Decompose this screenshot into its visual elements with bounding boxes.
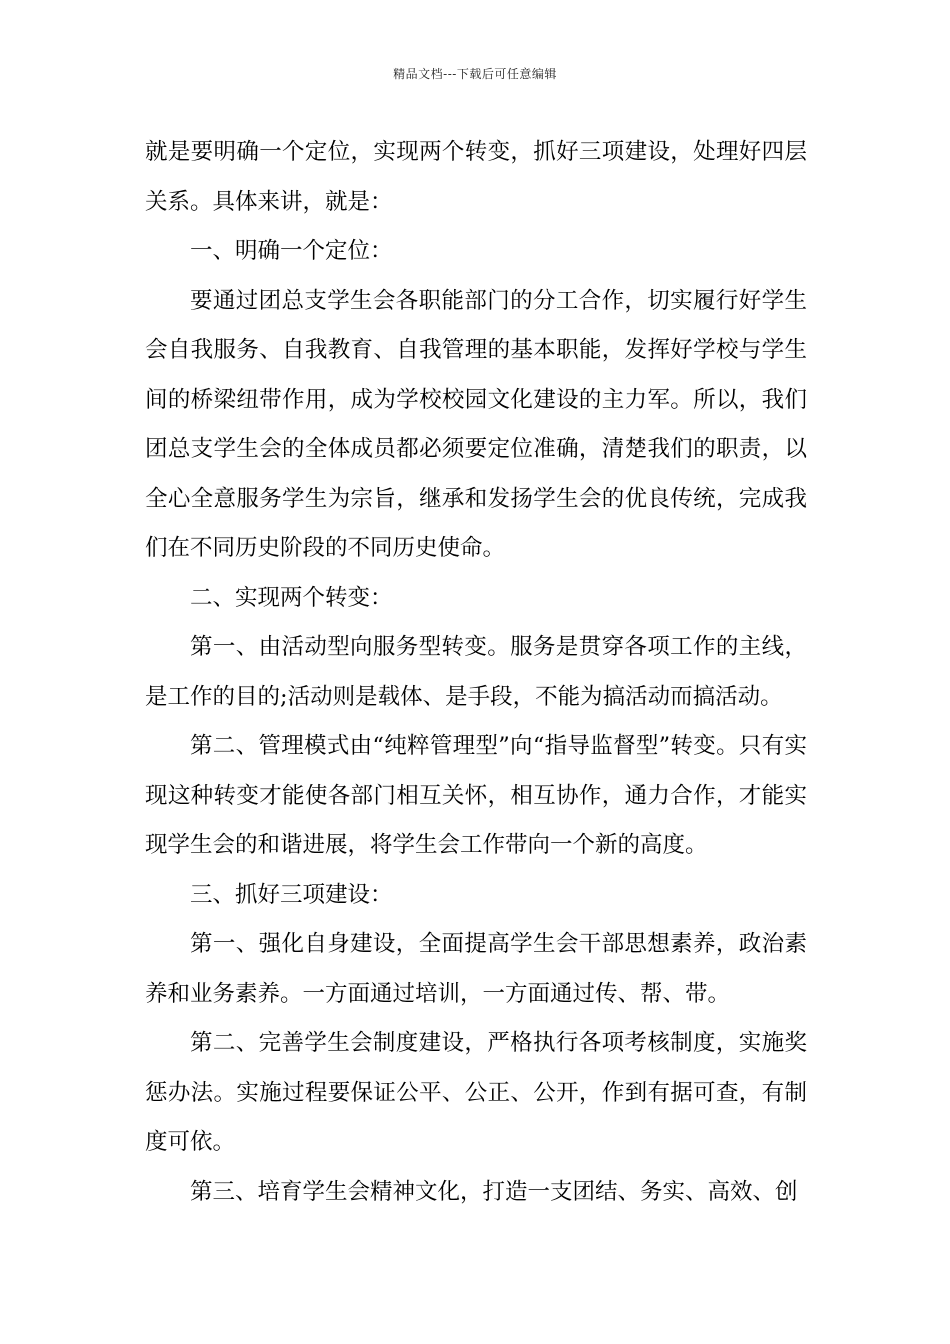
page-header: 精品文档---下载后可任意编辑 [393, 67, 557, 81]
paragraph: 第二、管理模式由“纯粹管理型”向“指导监督型”转变。只有实现这种转变才能使各部门相互关怀，相互协作，通力合作，才能实现学生会的和谐进展，将学生会工作带向一个新的高度。 [145, 733, 807, 858]
section-heading: 二、实现两个转变： [190, 584, 393, 611]
section-heading: 三、抓好三项建设： [190, 881, 393, 908]
paragraph: 第三、培育学生会精神文化，打造一支团结、务实、高效、创 [190, 1178, 798, 1205]
section-heading: 一、明确一个定位： [190, 238, 393, 264]
paragraph: 要通过团总支学生会各职能部门的分工合作，切实履行好学生会自我服务、自我教育、自我管理的基本职能，发挥好学校与学生间的桥梁纽带作用，成为学校校园文化建设的主力军。所以，我们团总支学生会的全体成员都必须要定位准确，清楚我们的职责，以全心全意服务学生为宗旨，继承和发扬学生会的优良传统，完成我们在不同历史阶段的不同历史使命。 [145, 287, 807, 561]
paragraph: 第二、完善学生会制度建设，严格执行各项考核制度，实施奖惩办法。实施过程要保证公平、公正、公开，作到有据可查，有制度可依。 [145, 1030, 807, 1155]
paragraph: 就是要明确一个定位，实现两个转变，抓好三项建设，处理好四层关系。具体来讲，就是： [145, 139, 807, 215]
document-body [145, 128, 807, 1217]
paragraph: 第一、强化自身建设，全面提高学生会干部思想素养，政治素养和业务素养。一方面通过培训，一方面通过传、帮、带。 [145, 931, 807, 1007]
paragraph: 第一、由活动型向服务型转变。服务是贯穿各项工作的主线，是工作的目的;活动则是载体、是手段，不能为搞活动而搞活动。 [145, 634, 807, 710]
